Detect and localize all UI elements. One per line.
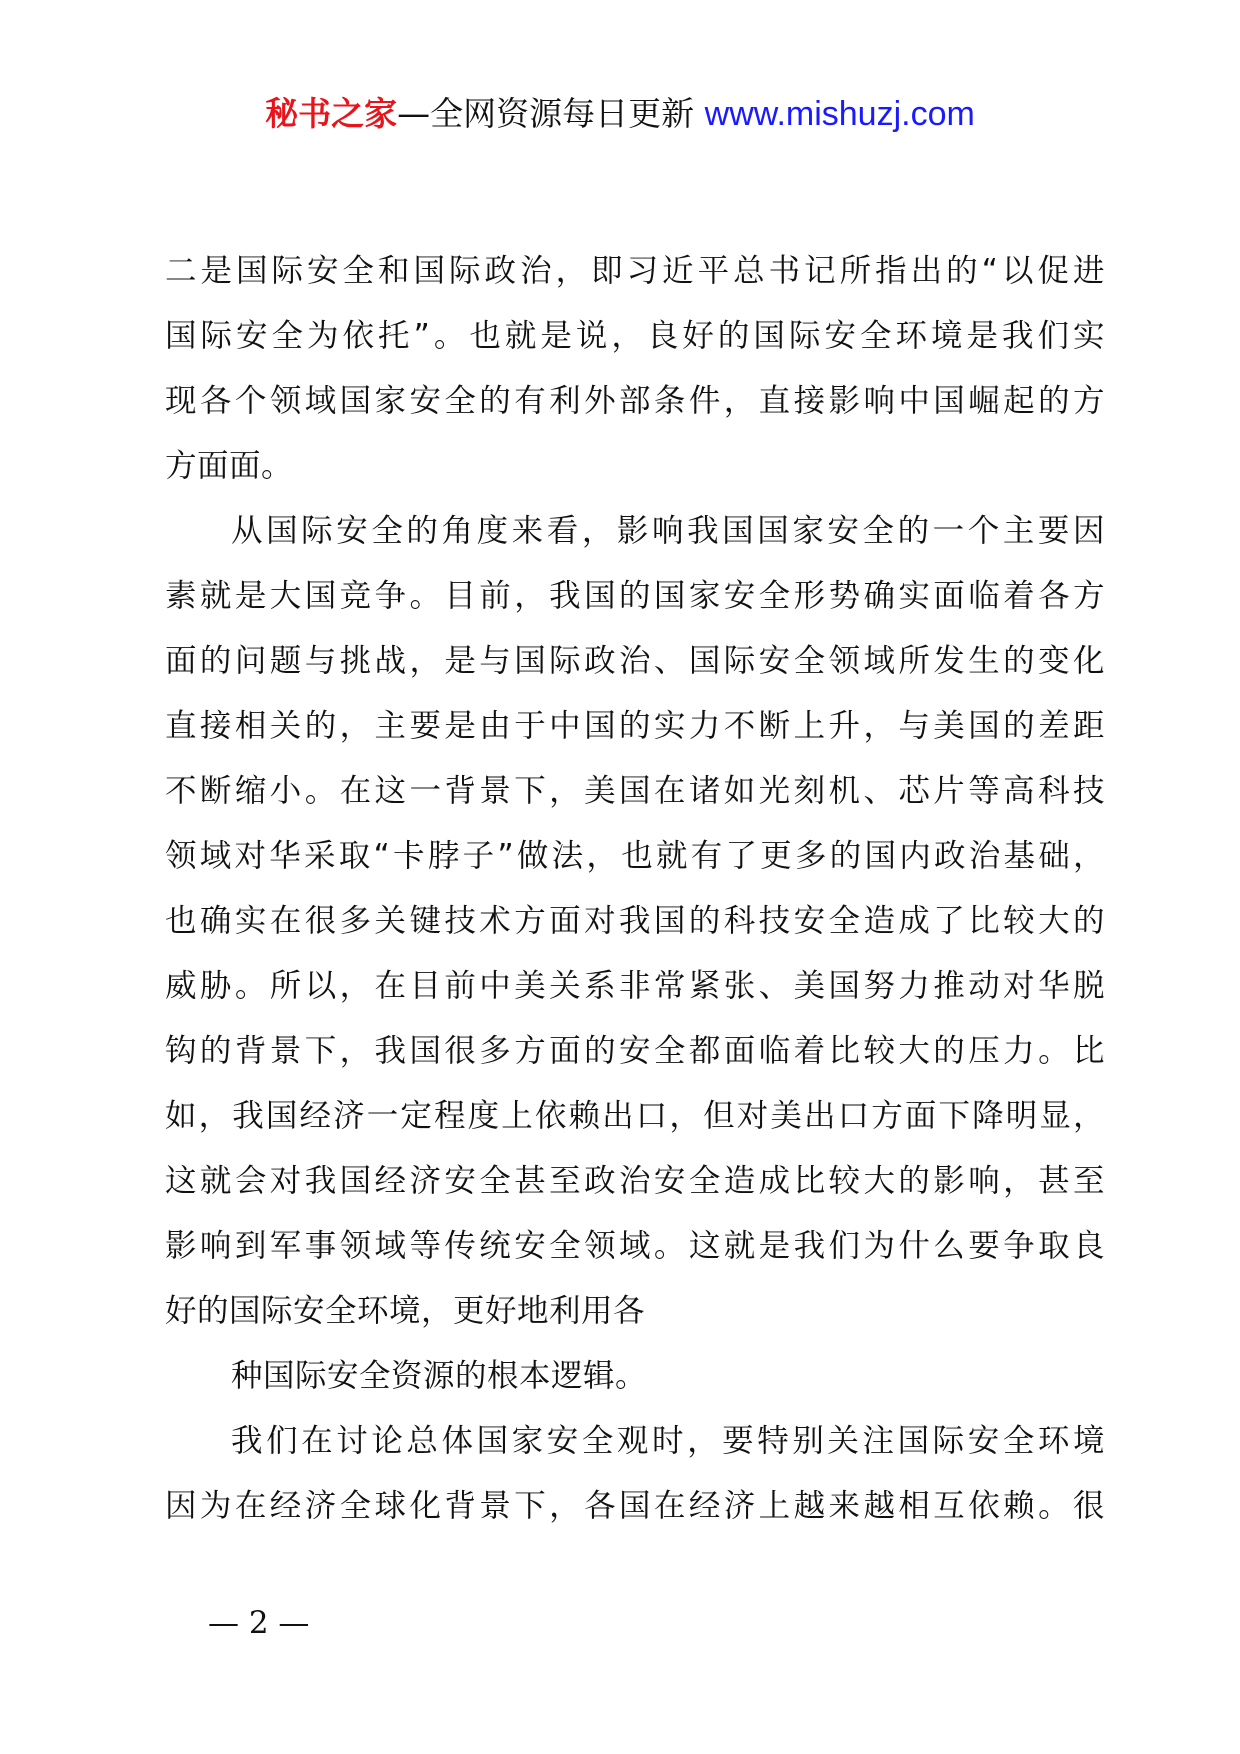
text-line: 钩的背景下，我国很多方面的安全都面临着比较大的压力。比 [165, 1033, 1105, 1069]
text-line: 因为在经济全球化背景下，各国在经济上越来越相互依赖。很 [165, 1488, 1105, 1524]
text-line: 现各个领域国家安全的有利外部条件，直接影响中国崛起的方 [165, 383, 1105, 419]
text-line: 种国际安全资源的根本逻辑。 [231, 1358, 648, 1394]
text-line: 威胁。所以，在目前中美关系非常紧张、美国努力推动对华脱 [165, 968, 1105, 1004]
text-line: 也确实在很多关键技术方面对我国的科技安全造成了比较大的 [165, 903, 1105, 939]
text-line: 影响到军事领域等传统安全领域。这就是我们为什么要争取良 [165, 1228, 1105, 1264]
text-line: 方面面。 [165, 448, 294, 484]
document-body [165, 239, 1105, 1539]
header-tagline: —全网资源每日更新 [397, 94, 695, 133]
text-line: 二是国际安全和国际政治，即习近平总书记所指出的“以促进 [165, 253, 1105, 289]
text-line: 如，我国经济一定程度上依赖出口，但对美出口方面下降明显， [165, 1098, 1105, 1134]
text-line: 这就会对我国经济安全甚至政治安全造成比较大的影响，甚至 [165, 1163, 1105, 1199]
text-line: 我们在讨论总体国家安全观时，要特别关注国际安全环境 [231, 1423, 1105, 1459]
text-line: 面的问题与挑战，是与国际政治、国际安全领域所发生的变化 [165, 643, 1105, 679]
text-line: 国际安全为依托”。也就是说，良好的国际安全环境是我们实 [165, 318, 1105, 354]
text-line: 从国际安全的角度来看，影响我国国家安全的一个主要因 [231, 513, 1105, 549]
text-line: 领域对华采取“卡脖子”做法，也就有了更多的国内政治基础， [165, 838, 1105, 874]
brand-name: 秘书之家 [265, 94, 398, 133]
text-line: 不断缩小。在这一背景下，美国在诸如光刻机、芯片等高科技 [165, 773, 1105, 809]
text-line: 好的国际安全环境，更好地利用各 [165, 1293, 646, 1329]
document-header [0, 92, 1240, 136]
text-line: 素就是大国竞争。目前，我国的国家安全形势确实面临着各方 [165, 578, 1105, 614]
text-line: 直接相关的，主要是由于中国的实力不断上升，与美国的差距 [165, 708, 1105, 744]
page-number: — 2 — [208, 1605, 310, 1641]
website-link[interactable]: www.mishuzj.com [704, 95, 975, 133]
